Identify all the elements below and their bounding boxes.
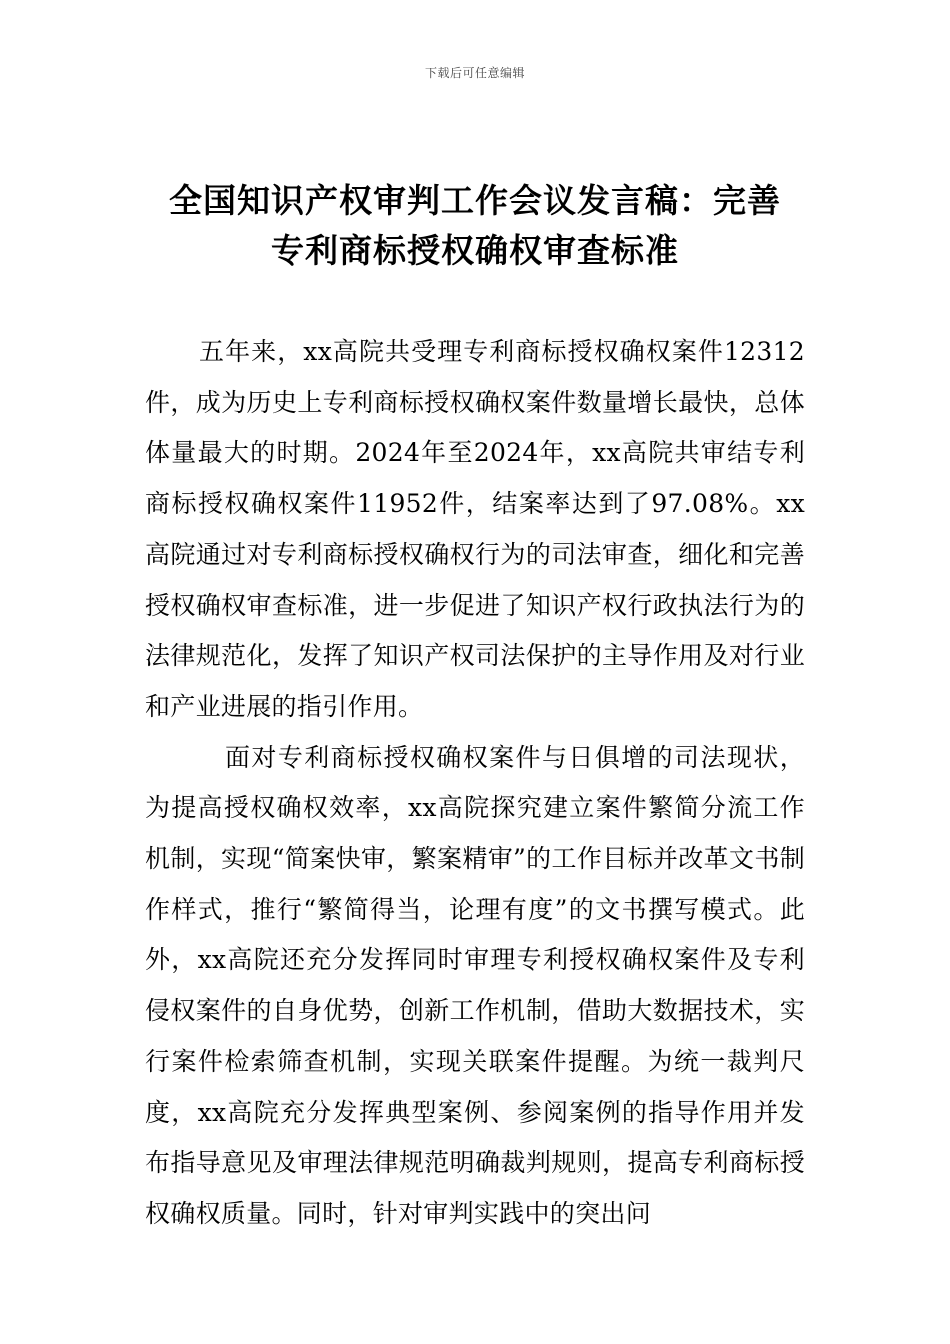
- page-header: 下载后可任意编辑: [424, 66, 525, 80]
- title-line-1: 全国知识产权审判工作会议发言稿：完善: [169, 181, 781, 220]
- paragraph-1: 五年来，xx高院共受理专利商标授权确权案件12312件，成为历史上专利商标授权确权案件数量增长最快，总体体量最大的时期。2024年至2024年，xx高院共审结专利商标授权确权案件11952件，结案率达到了97.08%。xx高院通过对专利商标授权确权行为的司法审查，细化和完善授权确权审查标准，进一步促进了知识产权行政执法行为的法律规范化，发挥了知识产权司法保护的主导作用及对行业和产业进展的指引作用。: [145, 337, 805, 721]
- paragraph-2: 面对专利商标授权确权案件与日俱增的司法现状，为提高授权确权效率，xx高院探究建立案件繁简分流工作机制，实现“简案快审，繁案精审”的工作目标并改革文书制作样式，推行“繁简得当，论理有度”的文书撰写模式。此外，xx高院还充分发挥同时审理专利授权确权案件及专利侵权案件的自身优势，创新工作机制，借助大数据技术，实行案件检索筛查机制，实现关联案件提醒。为统一裁判尺度，xx高院充分发挥典型案例、参阅案例的指导作用并发布指导意见及审理法律规范明确裁判规则，提高专利商标授权确权质量。同时，针对审判实践中的突出问: [145, 742, 805, 1228]
- document-body: [145, 327, 805, 1240]
- document-title: [150, 176, 800, 276]
- title-line-2: 专利商标授权确权审查标准: [271, 231, 679, 270]
